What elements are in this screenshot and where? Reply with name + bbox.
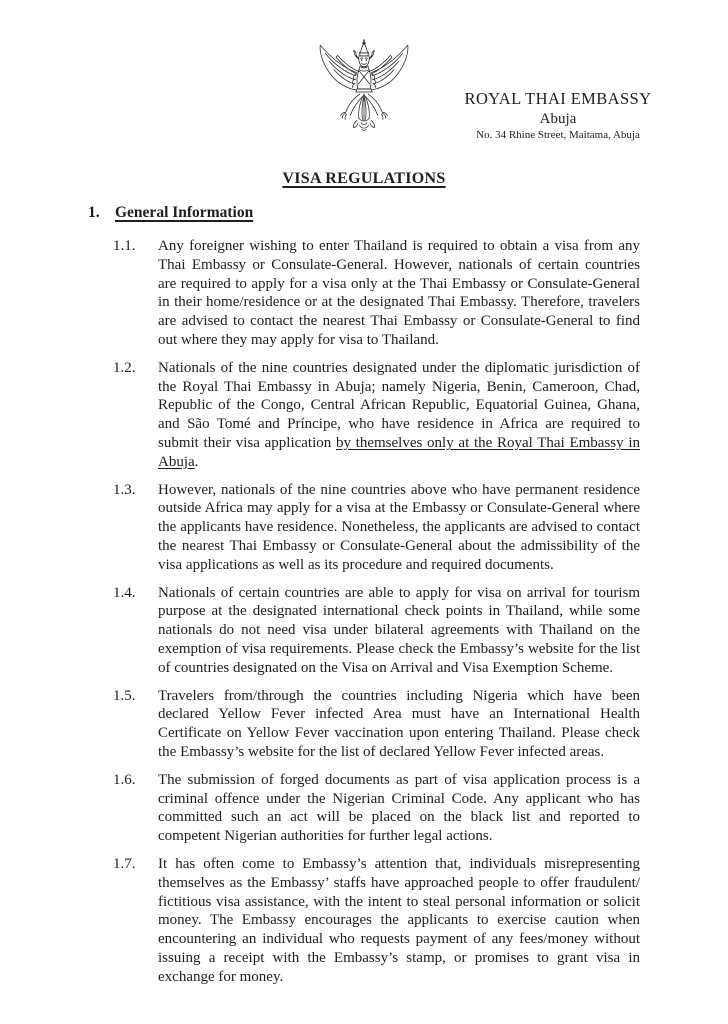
paragraph-number: 1.5. [113,687,136,704]
paragraph-text: However, nationals of the nine countries above who have permanent residence outside Africa may apply for a visa at the Embassy or Consulate-General where the applicants have residence. Nonetheless, the applicants are advised to contact the nearest Thai Embassy or Consulate-General about the admissibility of the visa applications as well as its procedure and required documents. [158,481,640,573]
paragraph-number: 1.4. [113,584,136,601]
paragraph-text: Nationals of the nine countries designated under the diplomatic jurisdiction of the Royal Thai Embassy in Abuja; namely Nigeria, Benin, Cameroon, Chad, Republic of the Congo, Central African Republic, Equatorial Guinea, Ghana, and São Tomé and Príncipe, who have residence in Africa are required to submit their visa application by themselves only at the Royal Thai Embassy in Abuja. [158,359,640,470]
paragraph-number: 1.6. [113,771,136,788]
paragraph-text: Any foreigner wishing to enter Thailand is required to obtain a visa from any Thai Embassy or Consulate-General. However, nationals of certain countries are required to apply for a visa only at the Thai Embassy or Consulate-General in their home/residence or at the designated Thai Embassy. Therefore, travelers are advised to contact the nearest Thai Embassy or Consulate-General to find out where they may apply for visa to Thailand. [158,238,640,348]
paragraph-number: 1.2. [113,359,136,376]
document-title: VISA REGULATIONS [282,170,446,187]
paragraph-text: Travelers from/through the countries including Nigeria which have been declared Yellow Fever infected Area must have an International Health Certificate on Yellow Fever vaccination upon entering Thailand. Please check the Embassy’s website for the list of declared Yellow Fever infected areas. [158,687,640,760]
paragraph-number: 1.3. [113,481,136,498]
paragraph-number: 1.1. [113,238,136,254]
paragraph-list [0,237,728,986]
regulation-paragraph [113,855,640,987]
letterhead [460,90,656,142]
embassy-address: No. 34 Rhine Street, Maitama, Abuja [476,129,640,142]
regulation-paragraph [113,481,640,575]
section-heading [88,203,640,222]
regulation-paragraph [113,584,640,678]
regulation-paragraph [113,359,640,472]
regulation-paragraph [113,237,640,350]
paragraph-text: The submission of forged documents as part of visa application process is a criminal offence under the Nigerian Criminal Code. Any applicant who has committed such an act will be placed on the black list and reported to competent Nigerian authorities for further legal actions. [158,771,640,845]
regulation-paragraph [113,771,640,846]
section-title: General Information [115,204,254,221]
paragraph-number: 1.7. [113,855,136,872]
embassy-name: ROYAL THAI EMBASSY [464,89,652,108]
document-body [0,170,728,995]
regulation-paragraph [113,687,640,762]
garuda-emblem-icon [308,36,420,144]
paragraph-text: It has often come to Embassy’s attention that, individuals misrepresenting themselves as the Embassy’ staffs have approached people to offer fraudulent/ fictitious visa assistance, with the intent to steal personal information or solicit money. The Embassy encourages the applicants to exercise caution when encountering an individual who requests payment of any fees/money without issuing a receipt with the Embassy’s stamp, or promises to grant visa in exchange for money. [158,855,640,985]
section-number: 1. [88,204,100,221]
embassy-city: Abuja [539,110,577,127]
paragraph-text: Nationals of certain countries are able to apply for visa on arrival for tourism purpose at the designated international check points in Thailand, while some nationals do not need visa under bilateral agreements with Thailand on the exemption of visa requirements. Please check the Embassy’s website for the list of countries designated on the Visa on Arrival and Visa Exemption Scheme. [158,584,640,676]
